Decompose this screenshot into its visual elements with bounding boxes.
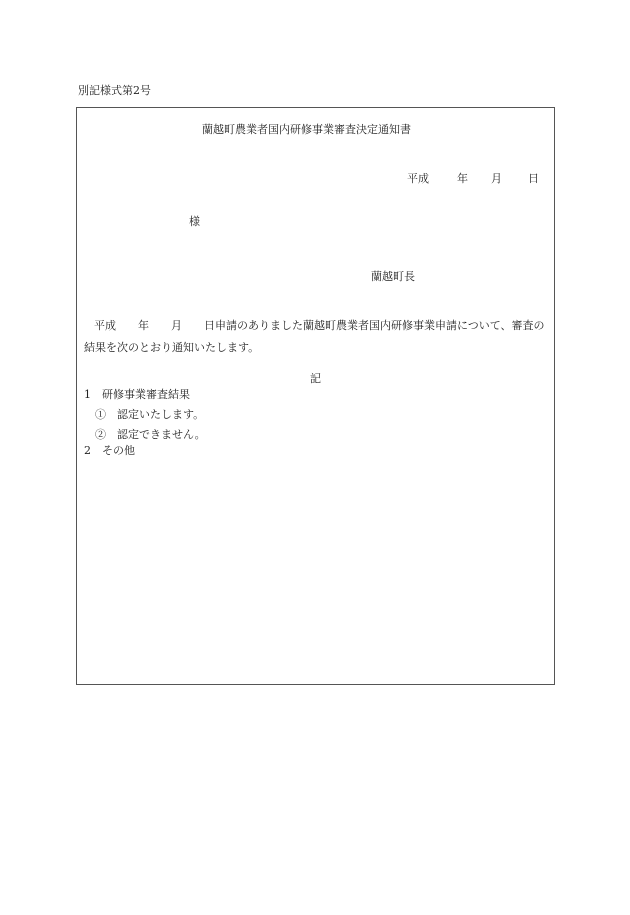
issuer-name: 蘭越町長 — [371, 270, 415, 283]
date-day-label: 日 — [528, 172, 539, 185]
recipient-honorific: 様 — [189, 215, 200, 228]
document-title: 蘭越町農業者国内研修事業審査決定通知書 — [202, 123, 411, 136]
date-year-label: 年 — [457, 172, 468, 185]
date-month-label: 月 — [491, 172, 502, 185]
form-number: 別記様式第2号 — [78, 84, 151, 97]
option-approved: ① 認定いたします。 — [95, 408, 205, 421]
ki-heading: 記 — [310, 372, 321, 385]
item-2-heading: 2 その他 — [84, 444, 135, 457]
date-era: 平成 — [407, 172, 429, 185]
body-paragraph: 平成 年 月 日申請のありました蘭越町農業者国内研修事業申請について、審査の結果を次のとおり通知いたします。 — [84, 319, 545, 354]
option-rejected: ② 認定できません。 — [95, 428, 206, 441]
item-1-heading: 1 研修事業審査結果 — [84, 388, 190, 401]
